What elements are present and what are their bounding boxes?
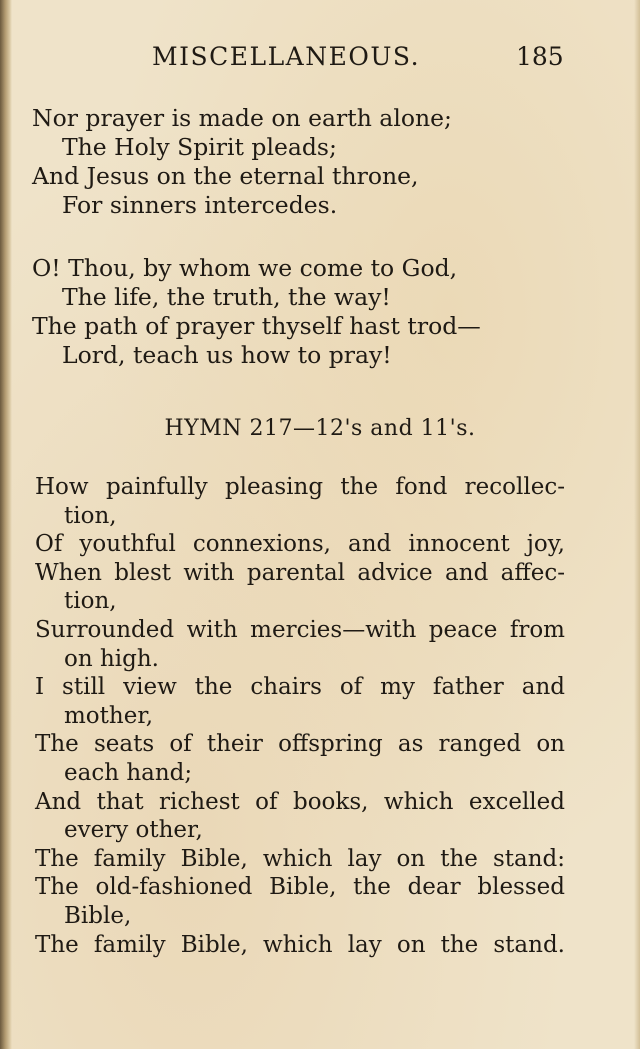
hymn-line: mother,: [64, 702, 154, 729]
verse-line: Nor prayer is made on earth alone;: [32, 104, 452, 132]
hymn-body: [35, 473, 565, 959]
hymn-line: The old-fashioned Bible, the dear blessed: [35, 874, 565, 901]
verse-line: For sinners intercedes.: [62, 191, 338, 219]
hymn-line: How painfully pleasing the fond recollec-: [35, 474, 565, 500]
hymn-line: tion,: [64, 588, 117, 615]
page-edge: [634, 0, 640, 1049]
book-spine-edge: [0, 0, 12, 1049]
hymn-line: And that richest of books, which excelled: [35, 788, 565, 815]
verse-2: [32, 254, 592, 370]
hymn-line: The seats of their offspring as ranged on: [35, 731, 565, 758]
hymn-line: on high.: [64, 645, 159, 672]
hymn-line: every other,: [64, 817, 203, 844]
hymn-line: Surrounded with mercies—with peace from: [35, 616, 565, 643]
running-head: MISCELLANEOUS.: [152, 42, 421, 71]
verse-line: Lord, teach us how to pray!: [62, 341, 392, 369]
page-number: 185: [516, 42, 564, 71]
hymn-line: The family Bible, which lay on the stand.: [35, 931, 565, 958]
hymn-title: HYMN 217—12's and 11's.: [164, 416, 476, 441]
verse-line: The life, the truth, the way!: [62, 283, 391, 311]
page-header: [0, 42, 640, 82]
verse-1: [32, 104, 592, 220]
hymn-line: tion,: [64, 502, 117, 529]
hymn-line: Of youthful connexions, and innocent joy,: [35, 531, 565, 558]
hymn-line: The family Bible, which lay on the stand:: [35, 845, 565, 872]
hymn-line: Bible,: [64, 902, 132, 929]
verse-line: And Jesus on the eternal throne,: [32, 162, 419, 190]
verse-line: The path of prayer thyself hast trod—: [32, 312, 481, 340]
hymn-line: When blest with parental advice and affec-: [35, 559, 565, 586]
hymn-line: each hand;: [64, 759, 193, 786]
verse-line: The Holy Spirit pleads;: [62, 133, 337, 161]
hymn-line: I still view the chairs of my father and: [35, 674, 565, 701]
verse-line: O! Thou, by whom we come to God,: [32, 254, 458, 282]
